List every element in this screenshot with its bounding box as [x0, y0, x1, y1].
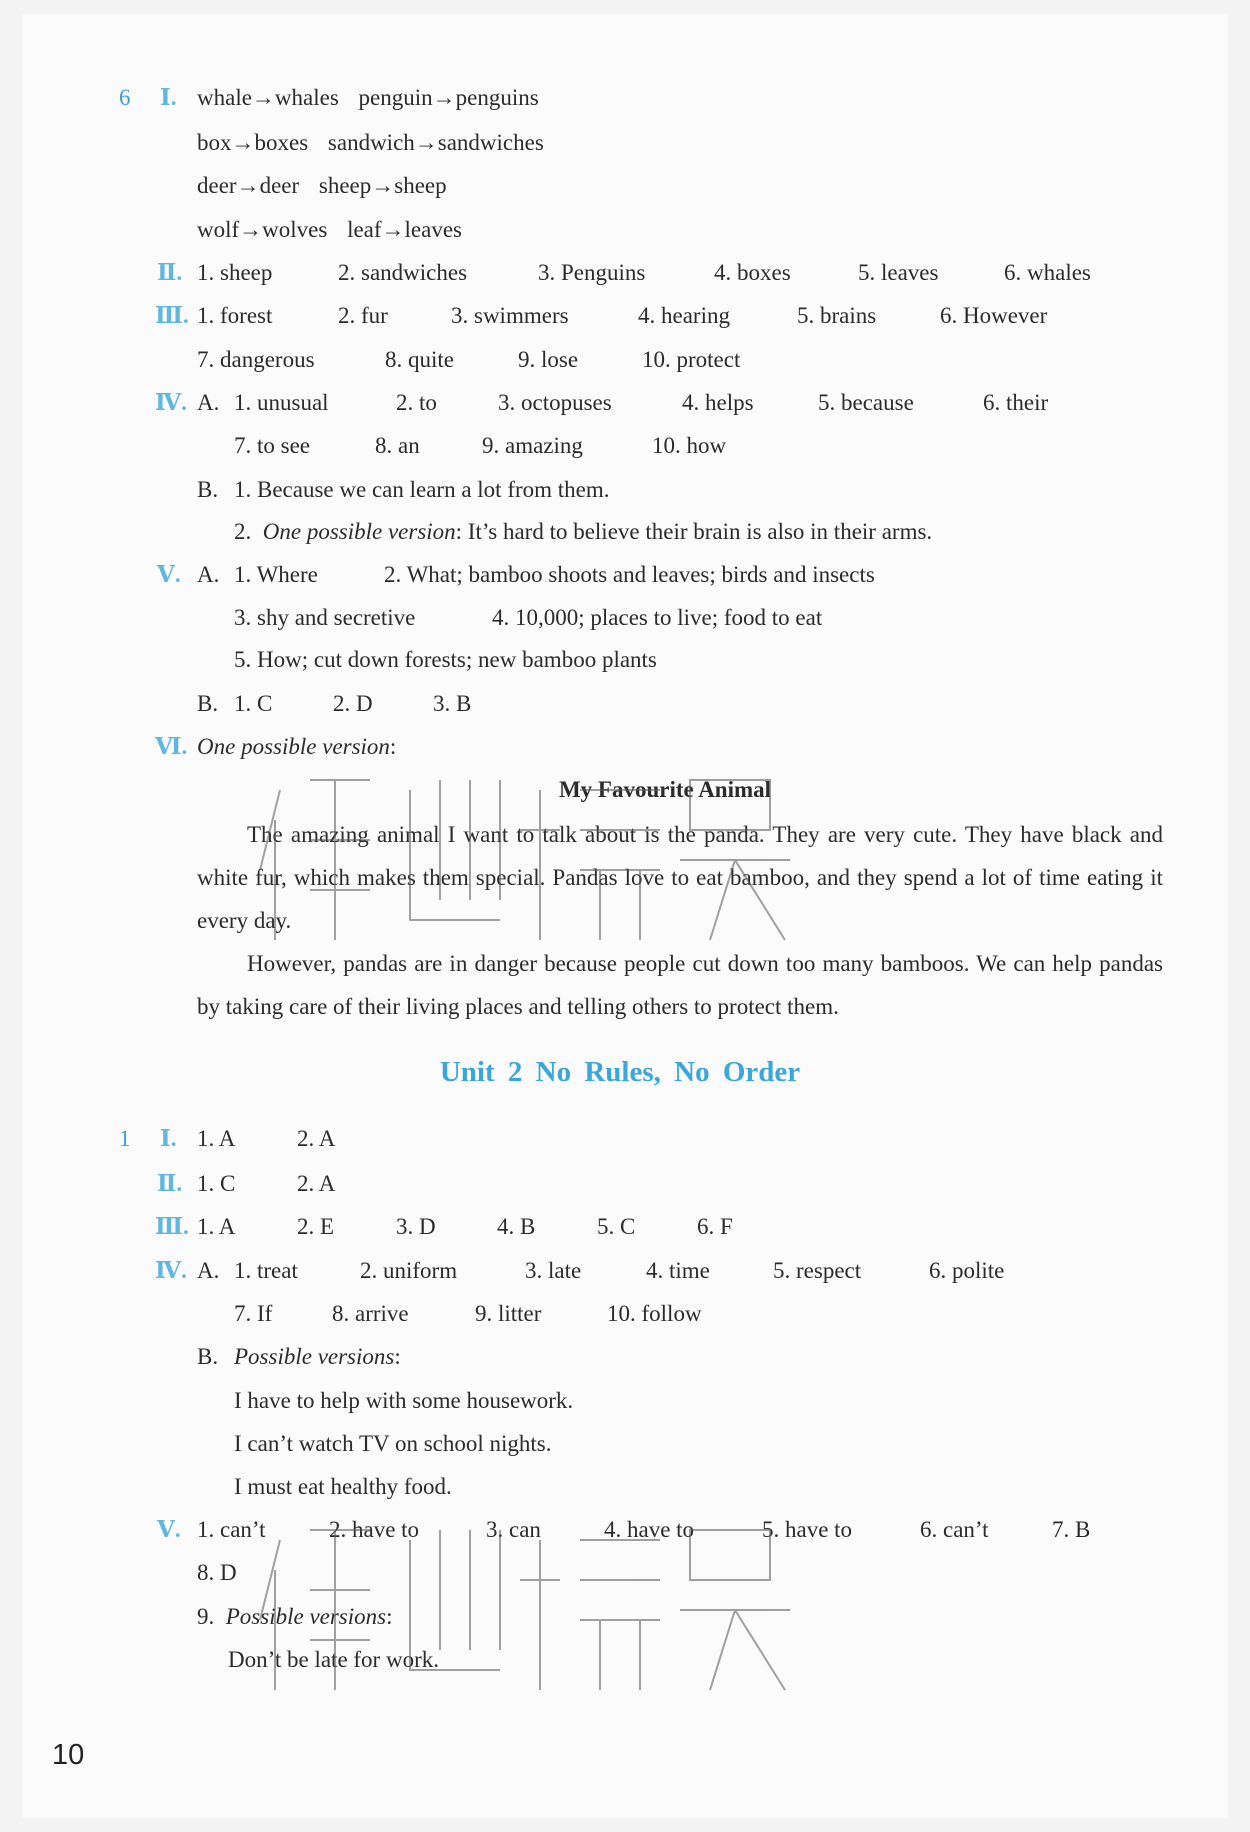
answer-item: 10. protect	[642, 347, 741, 372]
roman-IV: Ⅳ.	[155, 1258, 187, 1283]
answer-item: 5. C	[597, 1214, 636, 1239]
answer-item: 2. fur	[338, 303, 388, 328]
answer-item: 2. uniform	[360, 1258, 458, 1283]
answer-sentence: 2. One possible version: It’s hard to believe their brain is also in their arms.	[234, 519, 933, 544]
part-label: A.	[197, 1258, 220, 1283]
answer-item: 4. helps	[682, 390, 754, 415]
answer-item: 1. C	[234, 691, 273, 716]
part-label: B.	[197, 1344, 219, 1369]
answer-item: 9. lose	[518, 347, 579, 372]
answer-sentence: I have to help with some housework.	[234, 1388, 574, 1413]
answer-item: 5. leaves	[858, 260, 939, 285]
roman-V: Ⅴ.	[157, 1517, 181, 1542]
roman-I: Ⅰ.	[160, 85, 177, 110]
roman-II: Ⅱ.	[157, 1171, 183, 1196]
part-label: A.	[197, 562, 220, 587]
answer-item: 5. respect	[773, 1258, 862, 1283]
answer-item: 8. an	[375, 433, 420, 458]
answer-item: 8. D	[197, 1560, 237, 1585]
answer-item: 3. late	[525, 1258, 582, 1283]
answer-item: 8. quite	[385, 347, 454, 372]
answer-sentence: I must eat healthy food.	[234, 1474, 452, 1499]
roman-V: Ⅴ.	[157, 562, 181, 587]
answer-item: 3. D	[396, 1214, 436, 1239]
answer-item: 4. hearing	[638, 303, 730, 328]
part-label: A.	[197, 390, 220, 415]
answer-item: 6. polite	[929, 1258, 1005, 1283]
essay-paragraph: The amazing animal I want to talk about is the panda. They are very cute. They have black and white fur, which makes them special. Pandas love to eat bamboo, and they spend a lot of time eating it every day.	[197, 822, 1163, 933]
roman-III: Ⅲ.	[155, 303, 189, 328]
part-label: B.	[197, 477, 219, 502]
answer-item: 2. have to	[329, 1517, 420, 1542]
answer-item: 2. E	[297, 1214, 335, 1239]
subsection-intro: 9. Possible versions:	[197, 1604, 393, 1629]
answer-item: 3. Penguins	[538, 260, 646, 285]
answer-line: box→boxes sandwich→sandwiches	[197, 130, 544, 155]
answer-item: 3. B	[433, 691, 472, 716]
unit-title: Unit 2 No Rules, No Order	[439, 1056, 801, 1088]
answer-item: 6. their	[983, 390, 1049, 415]
part-label: B.	[197, 691, 219, 716]
answer-item: 6. F	[697, 1214, 733, 1239]
answer-item: 7. dangerous	[197, 347, 315, 372]
answer-item: 2. A	[297, 1126, 336, 1151]
essay-title: My Favourite Animal	[558, 777, 772, 802]
essay-paragraph: However, pandas are in danger because people cut down too many bamboos. We can help pandas by taking care of their living places and telling others to protect them.	[197, 951, 1163, 1019]
answer-item: 1. unusual	[234, 390, 329, 415]
answer-item: 1. forest	[197, 303, 273, 328]
answer-item: 3. can	[486, 1517, 541, 1542]
answer-item: 7. B	[1052, 1517, 1091, 1542]
answer-sentence: 1. Because we can learn a lot from them.	[234, 477, 610, 502]
answer-item: 5. brains	[797, 303, 877, 328]
answer-item: 2. sandwiches	[338, 260, 468, 285]
answer-item: 1. sheep	[197, 260, 273, 285]
roman-III: Ⅲ.	[155, 1214, 189, 1239]
answer-item: 3. octopuses	[498, 390, 612, 415]
answer-item: 5. have to	[762, 1517, 853, 1542]
roman-I: Ⅰ.	[160, 1126, 177, 1151]
answer-item: 6. can’t	[920, 1517, 989, 1542]
answer-item: 1. A	[197, 1126, 236, 1151]
answer-item: 2. to	[396, 390, 437, 415]
answer-item: 4. have to	[604, 1517, 695, 1542]
answer-item: 4. boxes	[714, 260, 791, 285]
answer-item: 1. A	[197, 1214, 236, 1239]
roman-VI: Ⅵ.	[155, 734, 188, 759]
answer-sentence: Don’t be late for work.	[228, 1647, 439, 1672]
answer-item: 8. arrive	[332, 1301, 409, 1326]
answer-item: 5. How; cut down forests; new bamboo plants	[234, 647, 657, 672]
answer-item: 4. 10,000; places to live; food to eat	[492, 605, 823, 630]
essay-intro: One possible version:	[197, 734, 397, 759]
answer-item: 1. Where	[234, 562, 318, 587]
roman-II: Ⅱ.	[157, 260, 183, 285]
answer-item: 3. swimmers	[451, 303, 569, 328]
answer-item: 6. whales	[1004, 260, 1091, 285]
answer-item: 2. A	[297, 1171, 336, 1196]
answer-item: 1. treat	[234, 1258, 298, 1283]
answer-item: 9. amazing	[482, 433, 583, 458]
answer-item: 1. C	[197, 1171, 236, 1196]
answer-item: 4. B	[497, 1214, 536, 1239]
answer-item: 2. D	[333, 691, 373, 716]
answer-sentence: I can’t watch TV on school nights.	[234, 1431, 552, 1456]
answer-item: 2. What; bamboo shoots and leaves; birds and insects	[384, 562, 875, 587]
answer-line: whale→whales penguin→penguins	[197, 85, 539, 110]
answer-item: 10. follow	[607, 1301, 702, 1326]
answer-item: 5. because	[818, 390, 914, 415]
section-number: 1	[119, 1126, 131, 1151]
answer-line: deer→deer sheep→sheep	[197, 173, 447, 198]
answer-item: 6. However	[940, 303, 1048, 328]
subsection-intro: Possible versions:	[234, 1344, 401, 1369]
answer-item: 1. can’t	[197, 1517, 266, 1542]
roman-IV: Ⅳ.	[155, 390, 187, 415]
answer-item: 4. time	[646, 1258, 710, 1283]
answer-item: 7. If	[234, 1301, 273, 1326]
page-number: 10	[52, 1739, 85, 1771]
answer-item: 9. litter	[475, 1301, 542, 1326]
answer-item: 10. how	[652, 433, 727, 458]
answer-line: wolf→wolves leaf→leaves	[197, 217, 463, 242]
answer-item: 3. shy and secretive	[234, 605, 416, 630]
section-number: 6	[119, 85, 131, 110]
answer-item: 7. to see	[234, 433, 311, 458]
